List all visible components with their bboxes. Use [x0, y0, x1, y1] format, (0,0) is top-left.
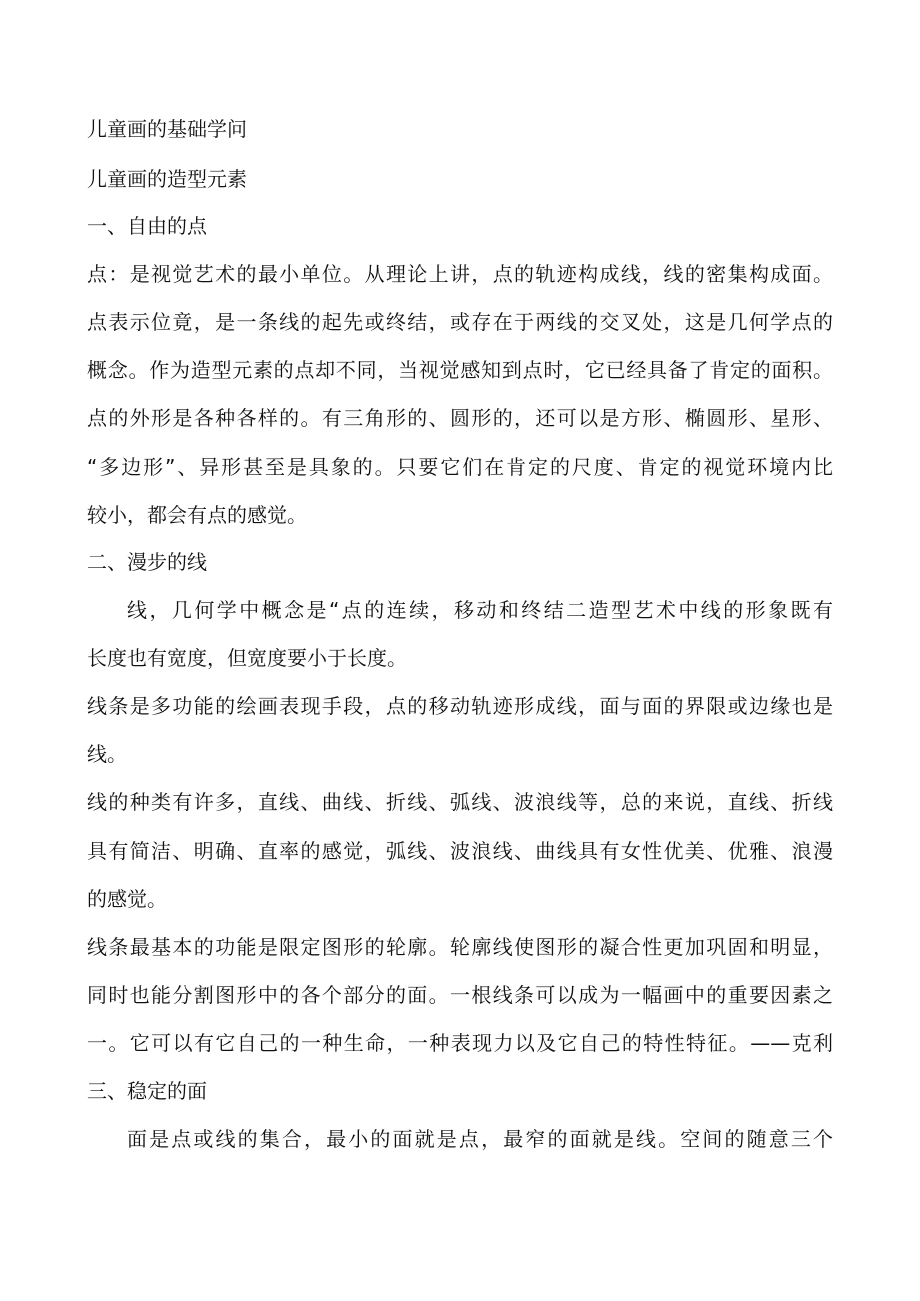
section-heading-point: 一、自由的点: [87, 214, 207, 238]
paragraph-line: 较小，都会有点的感觉。: [87, 503, 307, 527]
paragraph-line: 点：是视觉艺术的最小单位。从理论上讲，点的轨迹构成线，线的密集构成面。: [87, 262, 833, 286]
paragraph-line: 长度也有宽度，但宽度要小于长度。: [87, 646, 407, 670]
paragraph-line: 概念。作为造型元素的点却不同，当视觉感知到点时，它已经具备了肯定的面积。: [87, 358, 833, 382]
paragraph-line: 线的种类有许多，直线、曲线、折线、弧线、波浪线等，总的来说，直线、折线: [87, 790, 833, 814]
paragraph-line: 线。: [87, 742, 127, 766]
paragraph-line: “多边形”、异形甚至是具象的。只要它们在肯定的尺度、肯定的视觉环境内比: [87, 455, 833, 479]
paragraph-line: 面是点或线的集合，最小的面就是点，最窄的面就是线。空间的随意三个: [127, 1127, 833, 1151]
paragraph-line: 线条最基本的功能是限定图形的轮廓。轮廓线使图形的凝合性更加巩固和明显，: [87, 935, 833, 959]
document-title: 儿童画的基础学问: [87, 117, 247, 141]
document-subtitle: 儿童画的造型元素: [87, 167, 247, 191]
paragraph-line: 线，几何学中概念是“点的连续，移动和终结二造型艺术中线的形象既有: [127, 598, 833, 622]
paragraph-line: 同时也能分割图形中的各个部分的面。一根线条可以成为一幅画中的重要因素之: [87, 983, 833, 1007]
paragraph-line: 一。它可以有它自己的一种生命，一种表现力以及它自己的特性特征。——克利: [87, 1031, 833, 1055]
section-heading-line: 二、漫步的线: [87, 550, 207, 574]
section-heading-plane: 三、稳定的面: [87, 1079, 207, 1103]
paragraph-line: 具有简洁、明确、直率的感觉，弧线、波浪线、曲线具有女性优美、优雅、浪漫: [87, 839, 833, 863]
paragraph-line: 点表示位竟，是一条线的起先或终结，或存在于两线的交叉处，这是几何学点的: [87, 310, 833, 334]
paragraph-line: 线条是多功能的绘画表现手段，点的移动轨迹形成线，面与面的界限或边缘也是: [87, 694, 833, 718]
paragraph-line: 点的外形是各种各样的。有三角形的、圆形的，还可以是方形、椭圆形、星形、: [87, 406, 833, 430]
paragraph-line: 的感觉。: [87, 887, 167, 911]
